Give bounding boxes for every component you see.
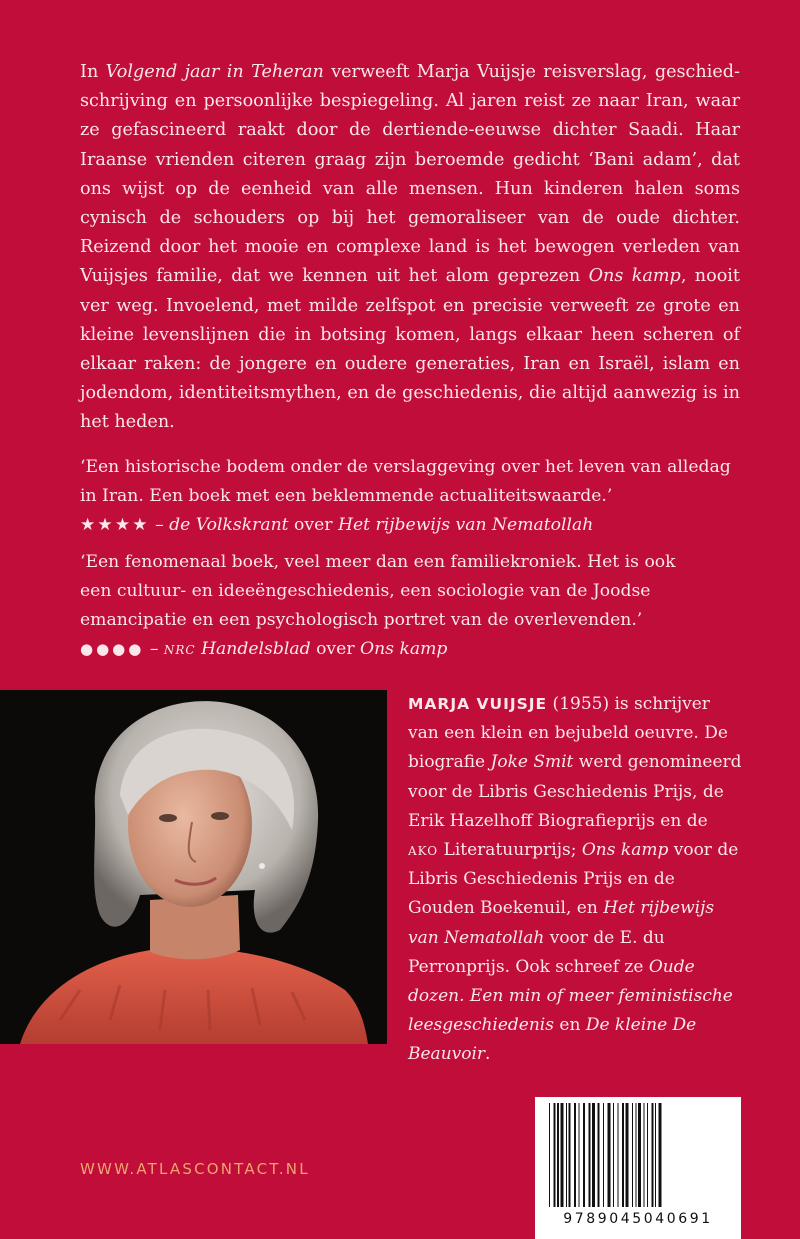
bio-book-title: Joke Smit: [490, 752, 574, 773]
barcode-bar: [569, 1103, 571, 1207]
bio-text: voor de E. du Perronprijs. Ook schreef ze: [408, 927, 665, 977]
publisher-website[interactable]: WWW.ATLASCONTACT.NL: [80, 1160, 310, 1178]
author-photo: [0, 690, 387, 1044]
blurb-text: , nooit ver weg. Invoelend, met milde zelfspot en precisie verweeft ze grote en kleine levenslijnen die in botsing komen, langs elkaar heen scheren of elkaar raken: de jongere en oudere generaties, Iran en Israël, islam en jodendom, identiteitsmythen, en de geschiedenis, die altijd aanwezig is in het heden.: [80, 266, 740, 433]
isbn-barcode: [535, 1097, 741, 1239]
bio-text: voor de Libris Geschiedenis Prijs en de Gouden Boekenuil, en: [408, 840, 739, 919]
quote-attribution: [80, 511, 745, 540]
quote-line: ‘Een historische bodem onder de verslaggeving over het leven van alledag: [80, 457, 731, 477]
barcode-bar: [636, 1103, 637, 1207]
bio-text: werd genomineerd voor de Libris Geschiedenis Prijs, de Erik Hazelhoff Biografieprijs en de: [408, 752, 742, 831]
star-rating-icon: ★★★★: [80, 515, 150, 535]
reviewed-book: Het rijbewijs van Nematollah: [337, 515, 594, 535]
bio-book-title: De kleine De Beauvoir: [408, 1015, 697, 1065]
reviewed-book: Ons kamp: [360, 639, 448, 659]
barcode-bar: [557, 1103, 559, 1207]
bio-prize-abbrev: ako: [408, 840, 439, 861]
book-title-volgend-jaar: Volgend jaar in Teheran: [105, 62, 324, 82]
bio-text: (1955) is schrijver van een klein en bejubeld oeuvre. De biografie: [408, 694, 728, 773]
barcode-bar: [659, 1103, 662, 1207]
barcode-bar: [574, 1103, 576, 1207]
barcode-bar: [652, 1103, 654, 1207]
barcode-bar: [608, 1103, 611, 1207]
author-bio: [408, 690, 743, 1070]
barcode-bar: [549, 1103, 550, 1207]
dot-rating-icon: ●●●●: [80, 640, 145, 658]
author-portrait-illustration: [0, 690, 387, 1044]
attribution-over: over: [288, 515, 338, 535]
review-source: de Volkskrant: [169, 515, 289, 535]
bio-text: Literatuurprijs;: [438, 840, 582, 861]
book-title-ons-kamp: Ons kamp: [588, 266, 681, 287]
barcode-bar: [647, 1103, 648, 1207]
attribution-over: over: [310, 639, 360, 659]
bio-book-title: Ons kamp: [581, 840, 669, 861]
author-name: MARJA VUIJSJE: [408, 695, 548, 713]
barcode-bar: [579, 1103, 580, 1207]
barcode-bar: [589, 1103, 591, 1207]
barcode-bar: [626, 1103, 629, 1207]
review-source-abbrev: nrc: [163, 639, 196, 659]
review-source: Handelsblad: [195, 639, 311, 659]
barcode-bar: [554, 1103, 556, 1207]
bio-book-title: Oude dozen. Een min of meer feministische leesgeschiedenis: [408, 956, 733, 1036]
barcode-bar: [638, 1103, 641, 1207]
barcode-bar: [655, 1103, 656, 1207]
barcode-bar: [561, 1103, 564, 1207]
barcode-bar: [583, 1103, 585, 1207]
barcode-bar: [618, 1103, 619, 1207]
barcode-bar: [613, 1103, 614, 1207]
back-cover-blurb: [80, 58, 740, 438]
barcode-bar: [598, 1103, 600, 1207]
barcode-bar: [566, 1103, 567, 1207]
barcode-bars: [535, 1097, 741, 1211]
barcode-bar: [592, 1103, 595, 1207]
quote-line: in Iran. Een boek met een beklemmende actualiteitswaarde.’: [80, 486, 613, 506]
quote-line: emancipatie en een psychologisch portret van de overlevenden.’: [80, 610, 643, 630]
review-quote-nrc: [80, 548, 745, 664]
isbn-number: 9789045040691: [563, 1211, 713, 1227]
quote-line: een cultuur- en ideeëngeschiedenis, een sociologie van de Joodse: [80, 581, 651, 601]
barcode-bar: [644, 1103, 645, 1207]
blurb-text: In: [80, 62, 106, 82]
bio-text: en: [553, 1015, 586, 1036]
attribution-dash: –: [144, 639, 164, 659]
barcode-bar: [622, 1103, 624, 1207]
quote-attribution: [80, 635, 745, 664]
blurb-text: verweeft Marja Vuijsje reisverslag, geschiedschrijving en persoonlijke bespiegeling. Al jaren reist ze naar Iran, waar ze gefascineerd raakt door de dertiende-eeuwse dichter Saadi. Haar Iraanse vrienden citeren graag zijn beroemde gedicht ‘Bani adam’, dat ons wijst op de eenheid van alle mensen. Hun kinderen halen soms cynisch de schouders op bij het gemoraliseer van de oude dichter. Reizend door het mooie en complexe land is het bewogen verleden van Vuijsjes familie, dat we kennen uit het alom geprezen: [80, 62, 740, 287]
attribution-dash: –: [149, 515, 170, 535]
bio-text: .: [485, 1044, 491, 1065]
barcode-bar: [632, 1103, 633, 1207]
review-quote-volkskrant: [80, 453, 745, 540]
barcode-bar: [603, 1103, 604, 1207]
bio-book-title: Het rijbewijs van Nematollah: [408, 898, 715, 948]
quote-line: ‘Een fenomenaal boek, veel meer dan een familiekroniek. Het is ook: [80, 552, 676, 572]
